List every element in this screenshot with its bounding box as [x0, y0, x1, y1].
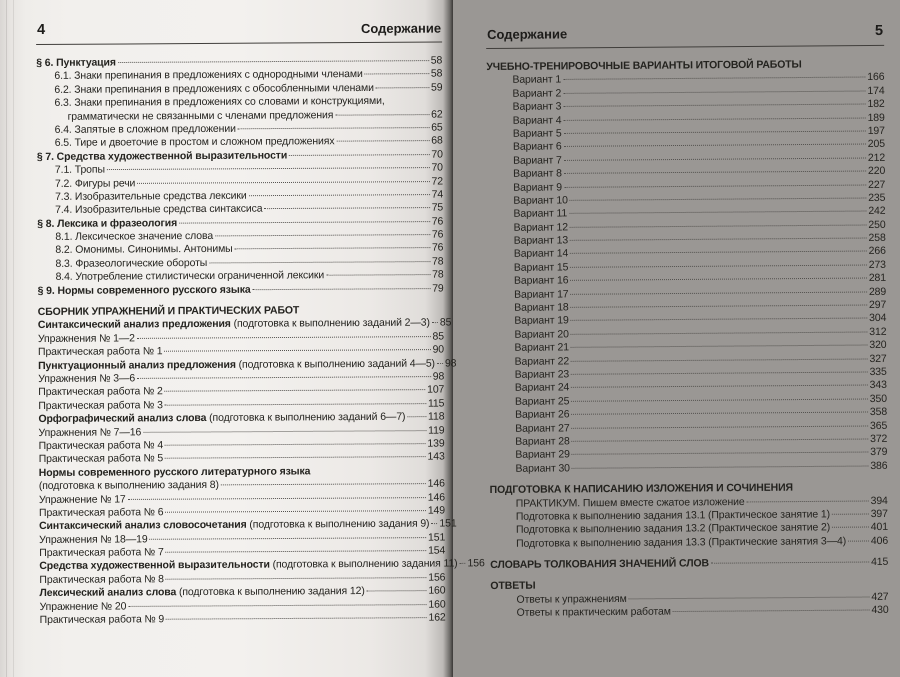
- leader-dots: [571, 305, 867, 308]
- entry-page: 312: [869, 325, 887, 338]
- leader-dots: [711, 562, 869, 564]
- entry-label: Практическая работа № 6: [38, 506, 164, 519]
- entry-page: 189: [867, 111, 885, 124]
- leader-dots: [673, 610, 870, 613]
- leader-dots: [118, 60, 429, 63]
- entry-label: Практическая работа № 8: [39, 573, 164, 586]
- leader-dots: [166, 617, 426, 620]
- entry-page: 250: [868, 218, 886, 231]
- leader-dots: [264, 207, 429, 209]
- leader-dots: [570, 251, 866, 254]
- entry-page: 197: [867, 124, 885, 137]
- entry-page: 79: [432, 282, 444, 295]
- entry-label: § 6. Пунктуация: [36, 56, 116, 69]
- entry-page: 182: [867, 98, 885, 111]
- entry-label: 8.1. Лексическое значение слова: [55, 230, 214, 243]
- leader-dots: [179, 221, 430, 224]
- toc-entry: [489, 460, 887, 477]
- entry-page: 85: [432, 330, 444, 343]
- entry-label: ОТВЕТЫ: [490, 580, 536, 593]
- entry-page: 343: [869, 379, 887, 392]
- entry-page: 70: [431, 148, 443, 161]
- leader-dots: [437, 363, 443, 364]
- entry-label: Орфографический анализ слова (подготовка к выполнению заданий 6—7): [38, 410, 406, 426]
- leader-dots: [166, 577, 426, 580]
- entry-label: Синтаксический анализ словосочетания (подготовка к выполнению задания 9): [39, 517, 430, 533]
- entry-page: 149: [427, 504, 446, 517]
- right-page-number: 5: [874, 22, 884, 39]
- entry-page: 335: [869, 365, 887, 378]
- entry-page: 75: [431, 201, 444, 214]
- toc-entry: [38, 282, 444, 298]
- leader-dots: [571, 412, 867, 415]
- entry-page: 415: [871, 555, 889, 569]
- entry-label: ПРАКТИКУМ. Пишем вместе сжатое изложение: [515, 495, 745, 510]
- leader-dots: [165, 510, 425, 513]
- right-header-title: Содержание: [487, 26, 568, 42]
- leader-dots: [570, 197, 866, 200]
- entry-label: Вариант 22: [514, 354, 570, 368]
- right-toc: [486, 58, 888, 621]
- toc-entry: [39, 557, 485, 574]
- entry-label: Вариант 25: [514, 395, 570, 408]
- entry-label: Вариант 24: [514, 381, 570, 395]
- leader-dots: [564, 171, 866, 174]
- entry-label: Вариант 9: [513, 180, 563, 194]
- leader-dots: [571, 318, 867, 321]
- entry-page: 266: [868, 245, 886, 258]
- toc-entry: [38, 357, 457, 373]
- leader-dots: [747, 500, 869, 502]
- entry-page: 397: [870, 507, 888, 520]
- entry-page: 98: [432, 370, 445, 383]
- leader-dots: [570, 278, 866, 281]
- leader-dots: [221, 483, 426, 485]
- entry-label: Вариант 26: [515, 408, 570, 421]
- leader-dots: [209, 261, 430, 263]
- entry-page: 160: [428, 584, 446, 597]
- entry-page: 58: [430, 54, 443, 67]
- entry-label: Вариант 30: [515, 462, 570, 475]
- leader-dots: [365, 73, 429, 74]
- leader-dots: [128, 497, 426, 500]
- leader-dots: [235, 248, 430, 250]
- entry-label: Практическая работа № 4: [38, 439, 164, 452]
- entry-label: СБОРНИК УПРАЖНЕНИЙ И ПРАКТИЧЕСКИХ РАБОТ: [37, 304, 300, 319]
- leader-dots: [166, 550, 426, 553]
- leader-dots: [564, 157, 866, 160]
- leader-dots: [407, 416, 426, 417]
- entry-page: 115: [427, 397, 445, 410]
- entry-page: 235: [868, 191, 886, 204]
- entry-label: Практическая работа № 9: [39, 613, 165, 627]
- entry-label: Подготовка к выполнению задания 13.2 (Практическое занятие 2): [515, 521, 831, 537]
- entry-page: 242: [868, 205, 886, 218]
- entry-page: 151: [427, 531, 446, 544]
- leader-dots: [107, 167, 430, 170]
- entry-label: 7.2. Фигуры речи: [54, 176, 136, 190]
- leader-dots: [215, 234, 430, 236]
- entry-label: Нормы современного русского литературного языка: [38, 465, 311, 479]
- leader-dots: [564, 144, 866, 147]
- entry-page: 76: [431, 241, 444, 255]
- entry-page: 162: [428, 611, 446, 624]
- leader-dots: [571, 291, 867, 294]
- entry-label: Вариант 10: [513, 194, 568, 207]
- leader-dots: [572, 438, 868, 441]
- entry-label: Практическая работа № 2: [38, 385, 163, 399]
- entry-label: Упражнения № 7—16: [38, 425, 142, 439]
- entry-page: 59: [430, 81, 443, 94]
- leader-dots: [336, 140, 429, 142]
- leader-dots: [165, 456, 425, 459]
- entry-page: 156: [428, 571, 446, 584]
- leader-dots: [569, 211, 866, 214]
- entry-label: Практическая работа № 7: [39, 546, 164, 560]
- entry-label: грамматически не связанными с членами предложения: [67, 108, 334, 123]
- entry-label: 6.1. Знаки препинания в предложениях с однородными членами: [54, 68, 363, 83]
- leader-dots: [571, 345, 867, 348]
- entry-page: 156: [467, 557, 485, 570]
- toc-entry: [39, 517, 457, 534]
- entry-label: Вариант 17: [514, 288, 569, 301]
- entry-label: Вариант 15: [513, 261, 569, 274]
- entry-page: 205: [867, 138, 885, 151]
- leader-dots: [128, 604, 426, 607]
- entry-page: 68: [431, 134, 443, 147]
- entry-label: ПОДГОТОВКА К НАПИСАНИЮ ИЗЛОЖЕНИЯ И СОЧИНЕНИЯ: [489, 481, 793, 497]
- entry-label: 6.2. Знаки препинания в предложениях с обособленными членами: [54, 81, 374, 96]
- entry-label: Вариант 16: [513, 274, 569, 288]
- entry-label: Вариант 1: [512, 73, 562, 87]
- leader-dots: [570, 238, 866, 241]
- entry-label: Ответы к практическим работам: [516, 605, 671, 620]
- leader-dots: [571, 398, 867, 401]
- entry-label: Вариант 8: [513, 167, 562, 180]
- entry-page: 90: [432, 343, 445, 356]
- entry-label: Вариант 29: [515, 448, 570, 462]
- entry-page: 166: [867, 71, 885, 84]
- leader-dots: [571, 358, 867, 361]
- entry-page: 406: [870, 534, 889, 547]
- leader-dots: [629, 596, 870, 599]
- entry-label: Вариант 20: [514, 328, 569, 341]
- entry-page: 58: [430, 67, 443, 80]
- toc-entry: [490, 556, 888, 573]
- entry-page: 350: [869, 392, 887, 405]
- entry-page: 289: [868, 285, 887, 298]
- leader-dots: [335, 114, 429, 116]
- entry-label: Вариант 14: [513, 247, 569, 261]
- entry-page: 146: [427, 491, 445, 504]
- leader-dots: [249, 194, 430, 196]
- entry-page: 401: [870, 521, 888, 534]
- entry-label: 6.4. Запятые в сложном предложении: [54, 122, 236, 136]
- entry-label: 8.4. Употребление стилистически ограниченной лексики: [55, 269, 325, 284]
- leader-dots: [563, 90, 865, 93]
- entry-page: 70: [431, 161, 443, 174]
- entry-label: Вариант 18: [514, 301, 569, 314]
- left-header-title: Содержание: [360, 20, 442, 37]
- entry-page: 394: [870, 494, 888, 507]
- entry-label: 6.5. Тире и двоеточие в простом и сложном предложениях: [54, 135, 335, 150]
- leader-dots: [572, 425, 868, 428]
- entry-label: 8.3. Фразеологические обороты: [55, 256, 208, 270]
- entry-label: Упражнения № 3—6: [38, 372, 136, 385]
- leader-dots: [832, 513, 869, 514]
- entry-page: 78: [431, 255, 444, 268]
- left-toc: [36, 54, 485, 628]
- entry-label: Синтаксический анализ предложения (подготовка к выполнению заданий 2—3): [37, 317, 430, 332]
- leader-dots: [460, 563, 466, 564]
- leader-dots: [848, 540, 869, 541]
- toc-entry: [38, 411, 444, 427]
- leader-dots: [563, 104, 865, 107]
- entry-label: Практическая работа № 5: [38, 452, 164, 466]
- entry-page: 174: [867, 84, 885, 97]
- entry-page: 304: [869, 312, 887, 325]
- entry-label: Упражнение № 20: [39, 600, 127, 613]
- entry-label: Подготовка к выполнению задания 13.1 (Практическое занятие 1): [515, 508, 831, 523]
- entry-label: СЛОВАРЬ ТОЛКОВАНИЯ ЗНАЧЕНИЙ СЛОВ: [490, 557, 710, 572]
- entry-page: 427: [871, 590, 889, 603]
- entry-page: 212: [867, 151, 886, 164]
- leader-dots: [376, 87, 429, 88]
- leader-dots: [431, 523, 437, 524]
- entry-page: 160: [428, 598, 446, 611]
- leader-dots: [563, 77, 865, 80]
- entry-page: 74: [431, 188, 444, 201]
- leader-dots: [564, 130, 866, 133]
- entry-page: 227: [868, 178, 886, 191]
- entry-page: 119: [428, 424, 445, 437]
- entry-label: Вариант 3: [512, 100, 562, 113]
- leader-dots: [571, 385, 867, 388]
- leader-dots: [165, 403, 426, 406]
- leader-dots: [164, 349, 430, 352]
- leader-dots: [572, 465, 868, 468]
- toc-entry: [490, 535, 888, 552]
- entry-label: Вариант 2: [512, 87, 562, 100]
- leader-dots: [432, 322, 438, 323]
- leader-dots: [143, 430, 426, 433]
- entry-label: Вариант 23: [514, 368, 570, 381]
- entry-label: 6.3. Знаки препинания в предложениях со словами и конструкциями,: [54, 95, 385, 110]
- entry-page: 379: [870, 446, 888, 459]
- entry-label: § 8. Лексика и фразеология: [37, 216, 178, 230]
- leader-dots: [326, 274, 430, 276]
- entry-page: 258: [868, 231, 886, 245]
- entry-page: 365: [869, 419, 888, 432]
- entry-label: Упражнения № 18—19: [39, 533, 148, 546]
- entry-label: Ответы к упражнениям: [516, 592, 627, 606]
- entry-label: 7.4. Изобразительные средства синтаксиса: [55, 202, 263, 217]
- entry-label: Вариант 27: [515, 421, 570, 435]
- entry-label: § 7. Средства художественной выразительности: [36, 149, 288, 163]
- entry-page: 220: [867, 164, 886, 178]
- entry-label: Вариант 12: [513, 221, 569, 234]
- leader-dots: [238, 127, 429, 129]
- entry-page: 65: [431, 121, 443, 134]
- entry-label: § 9. Нормы современного русского языка: [37, 283, 251, 297]
- entry-label: 7.3. Изобразительные средства лексики: [55, 189, 247, 203]
- leader-dots: [570, 264, 866, 267]
- entry-label: Практическая работа № 3: [38, 398, 163, 412]
- entry-page: 78: [432, 268, 444, 281]
- entry-page: 143: [427, 450, 445, 463]
- entry-label: Вариант 21: [514, 341, 569, 354]
- entry-label: Средства художественной выразительности (подготовка к выполнению задания 11): [39, 557, 458, 573]
- entry-label: УЧЕБНО-ТРЕНИРОВОЧНЫЕ ВАРИАНТЫ ИТОГОВОЙ РАБОТЫ: [486, 58, 802, 73]
- entry-page: 281: [868, 272, 887, 285]
- toc-entry: [36, 95, 442, 111]
- leader-dots: [137, 376, 431, 379]
- leader-dots: [832, 527, 869, 528]
- entry-label: Вариант 28: [515, 435, 570, 448]
- right-page-header: [486, 23, 884, 49]
- entry-page: 320: [869, 339, 887, 352]
- entry-page: 85: [439, 316, 452, 329]
- entry-label: Вариант 13: [513, 234, 569, 247]
- entry-page: 273: [868, 258, 886, 271]
- leader-dots: [571, 371, 867, 374]
- entry-page: 358: [869, 406, 888, 419]
- leader-dots: [570, 224, 866, 227]
- entry-label: Упражнения № 1—2: [37, 332, 135, 345]
- entry-label: 7.1. Тропы: [54, 163, 105, 177]
- entry-page: 297: [868, 298, 887, 312]
- leader-dots: [564, 184, 866, 187]
- toc-entry: [37, 316, 452, 333]
- entry-label: Вариант 6: [512, 140, 562, 154]
- right-page-content: [486, 23, 889, 621]
- entry-label: Вариант 19: [514, 314, 569, 328]
- leader-dots: [137, 181, 429, 184]
- leader-dots: [165, 443, 425, 446]
- toc-entry: [40, 612, 446, 628]
- entry-label: Пунктуационный анализ предложения (подготовка к выполнению заданий 4—5): [38, 357, 435, 372]
- entry-page: 98: [444, 357, 457, 370]
- entry-page: 154: [428, 544, 446, 557]
- entry-label: Вариант 11: [513, 207, 568, 221]
- entry-page: 118: [427, 410, 445, 423]
- entry-label: (подготовка к выполнению задания 8): [38, 479, 219, 493]
- entry-page: 107: [427, 383, 445, 396]
- leader-dots: [165, 390, 425, 393]
- entry-label: Лексический анализ слова (подготовка к выполнению задания 12): [39, 585, 365, 600]
- leader-dots: [253, 288, 431, 290]
- entry-label: Вариант 4: [512, 113, 562, 127]
- entry-page: 327: [869, 352, 887, 365]
- entry-page: 151: [439, 517, 457, 530]
- entry-label: Вариант 5: [512, 127, 562, 140]
- leader-dots: [137, 336, 431, 339]
- entry-page: 430: [871, 604, 889, 617]
- entry-page: 62: [431, 108, 443, 121]
- entry-label: Подготовка к выполнению задания 13.3 (Практические занятия 3—4): [516, 534, 847, 550]
- left-page-number: 4: [36, 21, 46, 38]
- leader-dots: [367, 590, 427, 591]
- entry-page: 76: [431, 228, 444, 241]
- entry-page: 72: [431, 175, 444, 188]
- leader-dots: [571, 331, 867, 334]
- leader-dots: [563, 117, 865, 120]
- entry-page: 139: [427, 437, 445, 450]
- left-page-header: [36, 20, 442, 45]
- leader-dots: [572, 452, 868, 455]
- entry-page: 76: [431, 215, 444, 228]
- leader-dots: [289, 154, 429, 156]
- leader-dots: [150, 537, 426, 540]
- entry-label: Практическая работа № 1: [37, 345, 163, 359]
- entry-label: Упражнение № 17: [38, 492, 126, 506]
- entry-page: 146: [427, 477, 445, 490]
- entry-label: 8.2. Омонимы. Синонимы. Антонимы: [55, 243, 233, 257]
- entry-label: Вариант 7: [513, 154, 562, 167]
- entry-page: 386: [870, 459, 888, 472]
- left-page-content: [36, 20, 485, 628]
- entry-page: 372: [870, 432, 888, 445]
